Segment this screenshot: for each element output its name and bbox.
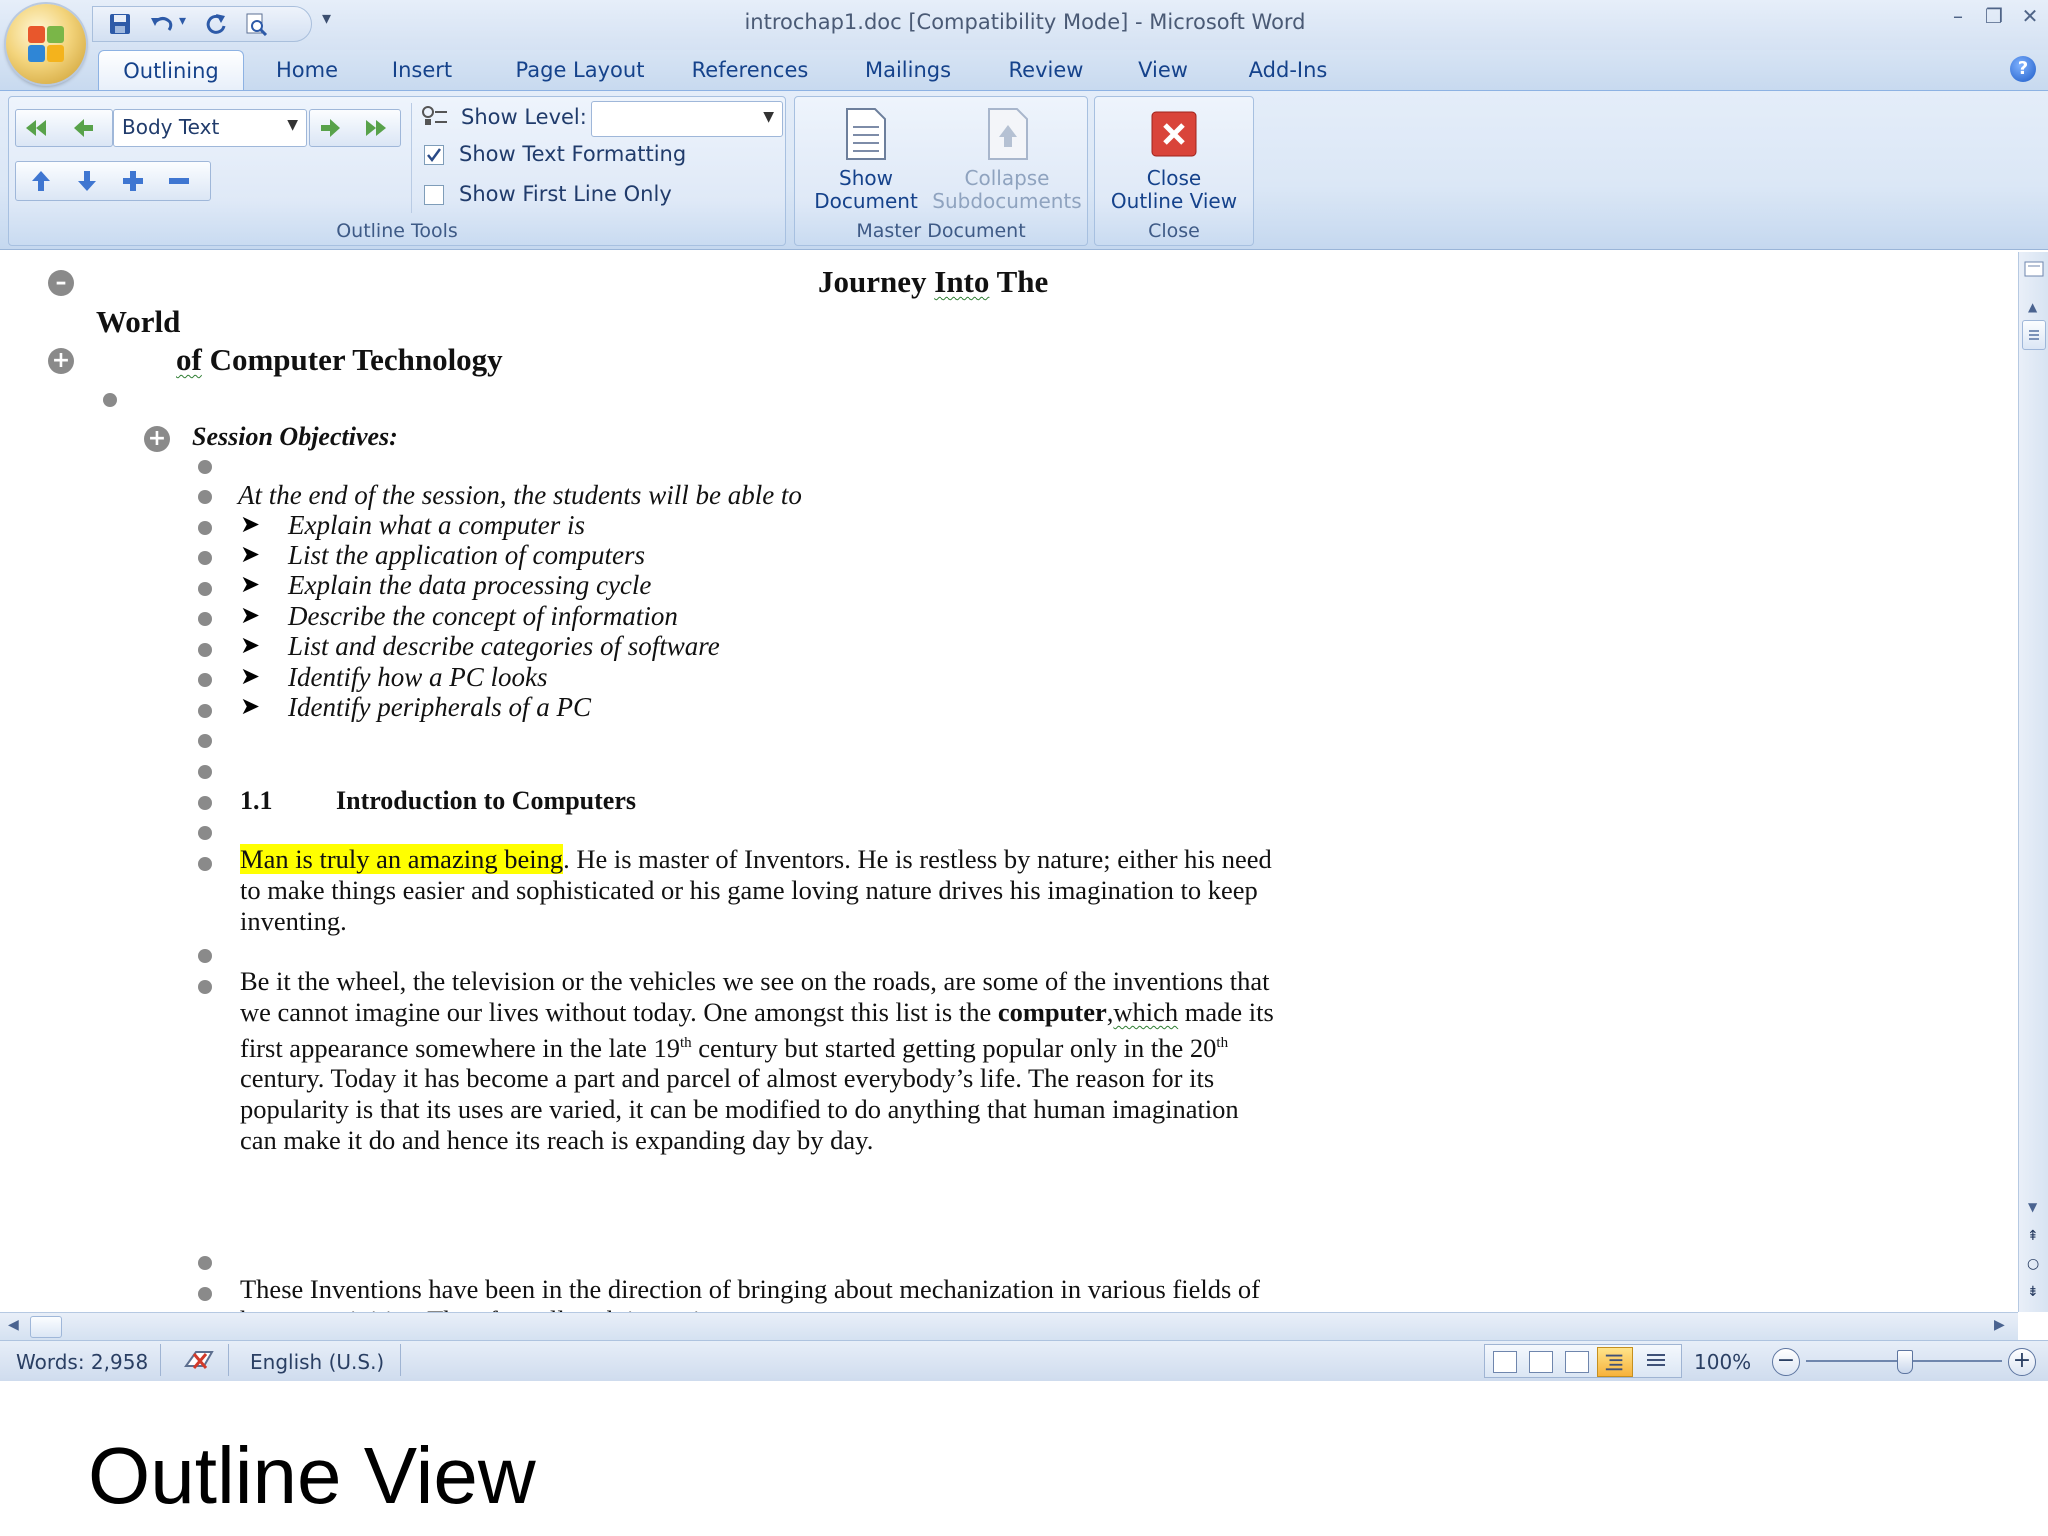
collapse-icon[interactable] bbox=[166, 168, 192, 194]
title-word-of: of bbox=[176, 342, 202, 377]
undo-dropdown-icon[interactable]: ▾ bbox=[179, 13, 187, 29]
scroll-down-icon[interactable]: ▼ bbox=[2028, 1200, 2038, 1214]
master-document-group-label: Master Document bbox=[856, 220, 1026, 242]
outline-bullet[interactable] bbox=[198, 673, 212, 687]
arrow-bullet-icon: ➤ bbox=[240, 631, 261, 659]
web-layout-icon[interactable] bbox=[1565, 1351, 1589, 1373]
tab-view[interactable]: View bbox=[1138, 58, 1188, 82]
paragraph-text: made its first appearance somewhere in the late 19 bbox=[240, 996, 1274, 1063]
show-text-formatting-checkbox[interactable] bbox=[424, 145, 444, 165]
outline-view-icon bbox=[1604, 1352, 1626, 1372]
chevron-down-icon: ▼ bbox=[287, 117, 298, 133]
vertical-scrollbar[interactable] bbox=[2018, 252, 2048, 1312]
outline-bullet[interactable] bbox=[103, 393, 117, 407]
document-title-line-1 bbox=[818, 264, 1048, 300]
draft-view-icon[interactable] bbox=[1645, 1351, 1667, 1371]
body-paragraph-2 bbox=[240, 966, 1280, 1156]
master-document-group bbox=[794, 96, 1088, 246]
outline-bullet[interactable] bbox=[198, 1256, 212, 1270]
proofing-errors-icon[interactable] bbox=[182, 1346, 216, 1374]
section-title: Introduction to Computers bbox=[336, 786, 636, 815]
arrow-bullet-icon: ➤ bbox=[240, 692, 261, 720]
superscript: th bbox=[1216, 1034, 1229, 1051]
move-expand-buttons bbox=[15, 161, 211, 201]
grip-line bbox=[2029, 334, 2039, 336]
collapse-subdocuments-label-2: Subdocuments bbox=[932, 189, 1082, 213]
paragraph-text: century. Today it has become a part and parcel of almost everybody’s life. The reason for its popularity is that its uses are varied, it can be modified to do anything that human imagination can make it do and hence its reach is expanding day by day. bbox=[240, 1063, 1239, 1155]
status-separator bbox=[160, 1344, 161, 1376]
outline-bullet[interactable] bbox=[198, 980, 212, 994]
promote-icon[interactable] bbox=[70, 115, 96, 141]
help-icon[interactable]: ? bbox=[2010, 56, 2036, 82]
objective-item: Explain what a computer is bbox=[288, 510, 585, 540]
objective-item: Identify peripherals of a PC bbox=[288, 692, 591, 722]
show-level-icon bbox=[421, 105, 449, 131]
expand-heading-icon[interactable]: + bbox=[48, 348, 74, 374]
show-level-dropdown[interactable] bbox=[591, 101, 783, 137]
close-outline-view-icon bbox=[1151, 111, 1197, 157]
outline-bullet[interactable] bbox=[198, 1287, 212, 1301]
outline-bullet[interactable] bbox=[198, 521, 212, 535]
tab-review[interactable]: Review bbox=[1008, 58, 1084, 82]
previous-page-icon[interactable]: ⇞ bbox=[2027, 1228, 2039, 1244]
scroll-right-icon[interactable]: ▶ bbox=[1994, 1317, 2005, 1333]
show-document-label-1: Show bbox=[839, 166, 893, 190]
outline-bullet[interactable] bbox=[198, 612, 212, 626]
redo-icon[interactable] bbox=[203, 12, 229, 36]
horizontal-scroll-thumb[interactable] bbox=[30, 1316, 62, 1338]
objectives-intro: At the end of the session, the students will be able to bbox=[238, 480, 802, 510]
scroll-left-icon[interactable]: ◀ bbox=[8, 1317, 19, 1333]
office-button[interactable] bbox=[6, 4, 86, 84]
close-outline-view-button[interactable] bbox=[1099, 101, 1249, 215]
save-icon[interactable] bbox=[107, 12, 133, 36]
bold-text: computer bbox=[997, 996, 1107, 1027]
full-screen-reading-icon[interactable] bbox=[1529, 1351, 1553, 1373]
grip-line bbox=[2029, 338, 2039, 340]
highlighted-text: Man is truly an amazing being bbox=[240, 844, 564, 874]
paragraph-text: , bbox=[1106, 996, 1114, 1027]
move-down-icon[interactable] bbox=[74, 168, 100, 194]
status-separator bbox=[228, 1344, 229, 1376]
view-buttons bbox=[1484, 1344, 1682, 1378]
objective-item: List and describe categories of software bbox=[288, 631, 720, 661]
view-ruler-icon[interactable] bbox=[2023, 260, 2045, 278]
window-title: introchap1.doc [Compatibility Mode] - Microsoft Word bbox=[744, 10, 1306, 34]
expand-heading-icon[interactable]: + bbox=[144, 426, 170, 452]
title-rest: Computer Technology bbox=[201, 342, 503, 377]
show-first-line-only-label: Show First Line Only bbox=[459, 182, 672, 206]
customize-qat-icon[interactable]: ▾ bbox=[322, 8, 332, 29]
next-page-icon[interactable]: ⇟ bbox=[2027, 1284, 2039, 1300]
office-logo-icon bbox=[26, 24, 66, 64]
show-level-label: Show Level: bbox=[461, 105, 587, 129]
show-first-line-only-checkbox[interactable] bbox=[424, 185, 444, 205]
outline-bullet[interactable] bbox=[198, 643, 212, 657]
tab-home[interactable]: Home bbox=[275, 58, 338, 82]
outline-tools-group bbox=[8, 96, 786, 246]
demote-buttons bbox=[309, 109, 401, 147]
slide-caption: Outline View bbox=[88, 1431, 536, 1520]
expand-icon[interactable] bbox=[120, 168, 146, 194]
promote-buttons bbox=[15, 109, 113, 147]
undo-icon[interactable] bbox=[149, 12, 175, 36]
arrow-bullet-icon: ➤ bbox=[240, 601, 261, 629]
group-divider bbox=[411, 103, 412, 213]
outline-bullet[interactable] bbox=[198, 460, 212, 474]
title-word-into: Into bbox=[934, 264, 990, 299]
arrow-bullet-icon: ➤ bbox=[240, 510, 261, 538]
tab-references[interactable]: References bbox=[691, 58, 809, 82]
outline-view-button[interactable] bbox=[1597, 1347, 1633, 1377]
outline-bullet[interactable] bbox=[198, 490, 212, 504]
arrow-bullet-icon: ➤ bbox=[240, 540, 261, 568]
outline-bullet[interactable] bbox=[198, 826, 212, 840]
print-layout-icon[interactable] bbox=[1493, 1351, 1517, 1373]
move-up-icon[interactable] bbox=[28, 168, 54, 194]
status-separator bbox=[400, 1344, 401, 1376]
select-browse-object-icon[interactable]: ○ bbox=[2027, 1256, 2040, 1272]
quick-access-toolbar bbox=[92, 6, 312, 42]
document-title-line-2: World bbox=[96, 304, 181, 339]
close-group-label: Close bbox=[1148, 220, 1200, 242]
outline-bullet[interactable] bbox=[198, 796, 212, 810]
document-title-line-3 bbox=[176, 342, 503, 378]
close-outline-view-label-2: Outline View bbox=[1110, 189, 1238, 213]
title-word-journey: Journey bbox=[818, 264, 935, 299]
outline-level-dropdown[interactable] bbox=[113, 109, 307, 147]
scroll-up-icon[interactable]: ▲ bbox=[2028, 300, 2038, 314]
outline-bullet[interactable] bbox=[198, 734, 212, 748]
outline-bullet[interactable] bbox=[198, 857, 212, 871]
outline-bullet[interactable] bbox=[198, 551, 212, 565]
collapse-subdocuments-button[interactable] bbox=[931, 101, 1083, 215]
outline-level-value: Body Text bbox=[122, 115, 220, 139]
close-window-icon[interactable]: ✕ bbox=[2021, 4, 2039, 28]
vertical-scroll-thumb[interactable] bbox=[2022, 320, 2046, 350]
body-paragraph-3: These Inventions have been in the direction of bringing about mechanization in various fields of bbox=[240, 1274, 1260, 1304]
objective-item: List the application of computers bbox=[288, 540, 645, 570]
show-text-formatting-label: Show Text Formatting bbox=[459, 142, 687, 166]
tab-page-layout[interactable]: Page Layout bbox=[515, 58, 645, 82]
tab-insert[interactable]: Insert bbox=[391, 58, 453, 82]
session-objectives-heading: Session Objectives: bbox=[192, 422, 398, 451]
paragraph-text: Be it the wheel, the television or the vehicles we see on the roads, are some of the inventions that we cannot imagine our lives without today. One amongst this list is the bbox=[240, 966, 1270, 1027]
show-document-button[interactable] bbox=[801, 101, 931, 215]
tab-mailings[interactable]: Mailings bbox=[864, 58, 952, 82]
collapse-heading-icon[interactable]: – bbox=[48, 270, 74, 296]
restore-icon[interactable]: ❐ bbox=[1985, 4, 2003, 28]
grip-line bbox=[2029, 330, 2039, 332]
close-group bbox=[1094, 96, 1254, 246]
outline-tools-group-label: Outline Tools bbox=[336, 220, 458, 242]
outline-bullet[interactable] bbox=[198, 765, 212, 779]
word-count[interactable]: Words: 2,958 bbox=[16, 1350, 149, 1374]
draft-lines-icon bbox=[1645, 1351, 1667, 1371]
tab-add-ins[interactable]: Add-Ins bbox=[1248, 58, 1328, 82]
close-outline-view-label-1: Close bbox=[1146, 166, 1202, 190]
objective-item: Describe the concept of information bbox=[288, 601, 678, 631]
zoom-slider-thumb[interactable] bbox=[1897, 1350, 1913, 1374]
show-document-icon bbox=[843, 107, 889, 161]
demote-to-body-text-icon[interactable] bbox=[362, 115, 388, 141]
checkmark-icon bbox=[425, 146, 443, 164]
chevron-down-icon: ▼ bbox=[763, 109, 774, 125]
language-indicator[interactable]: English (U.S.) bbox=[250, 1350, 385, 1374]
paragraph-text: . He is master of Inventors. He is restless by nature; either his need to make things easier and sophisticated or his game loving nature drives his imagination to keep inventing. bbox=[240, 844, 1272, 936]
zoom-out-icon[interactable]: − bbox=[1772, 1348, 1800, 1376]
superscript: th bbox=[680, 1034, 692, 1051]
title-word-the: The bbox=[989, 264, 1049, 299]
collapse-subdocuments-icon bbox=[985, 107, 1031, 161]
paragraph-text: century but started getting popular only in the 20 bbox=[691, 1032, 1217, 1063]
arrow-bullet-icon: ➤ bbox=[240, 662, 261, 690]
collapse-subdocuments-label-1: Collapse bbox=[964, 166, 1050, 190]
outline-bullet[interactable] bbox=[198, 582, 212, 596]
print-preview-icon[interactable] bbox=[243, 12, 269, 36]
horizontal-scrollbar[interactable] bbox=[0, 1312, 2018, 1341]
objective-item: Identify how a PC looks bbox=[288, 662, 548, 692]
body-paragraph-1 bbox=[240, 844, 1280, 936]
tab-outlining[interactable]: Outlining bbox=[98, 50, 244, 91]
zoom-in-icon[interactable]: + bbox=[2008, 1348, 2036, 1376]
grammar-flagged-text: which bbox=[1113, 996, 1179, 1027]
zoom-level[interactable]: 100% bbox=[1694, 1350, 1752, 1374]
demote-icon[interactable] bbox=[318, 115, 344, 141]
objective-item: Explain the data processing cycle bbox=[288, 570, 652, 600]
outline-bullet[interactable] bbox=[198, 704, 212, 718]
arrow-bullet-icon: ➤ bbox=[240, 570, 261, 598]
document-area[interactable] bbox=[0, 252, 2018, 1312]
show-document-label-2: Document bbox=[814, 189, 918, 213]
minimize-icon[interactable]: – bbox=[1953, 4, 1963, 28]
section-number: 1.1 bbox=[240, 786, 273, 815]
promote-to-heading-icon[interactable] bbox=[24, 115, 50, 141]
outline-bullet[interactable] bbox=[198, 949, 212, 963]
